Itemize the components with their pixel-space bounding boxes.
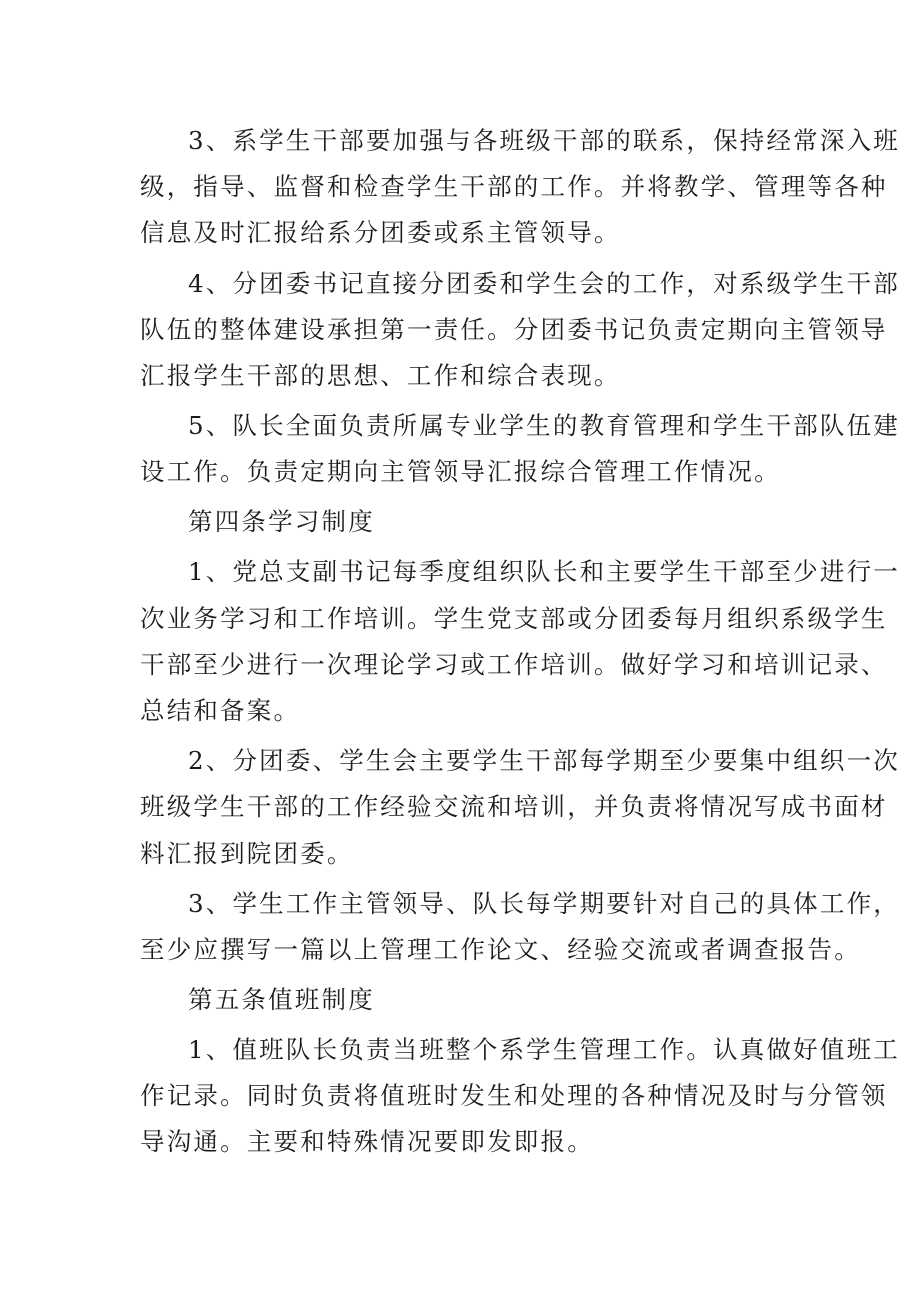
paragraph-line: 队伍的整体建设承担第一责任。分团委书记负责定期向主管领导 xyxy=(140,315,888,344)
paragraph-line: 4、分团委书记直接分团委和学生会的工作，对系级学生干部 xyxy=(188,269,900,298)
paragraph-line: 次业务学习和工作培训。学生党支部或分团委每月组织系级学生 xyxy=(140,604,888,633)
paragraph-line: 作记录。同时负责将值班时发生和处理的各种情况及时与分管领 xyxy=(140,1081,888,1110)
paragraph-line: 1、值班队长负责当班整个系学生管理工作。认真做好值班工 xyxy=(188,1035,900,1064)
paragraph-line: 总结和备案。 xyxy=(140,696,301,725)
paragraph-line: 1、党总支副书记每季度组织队长和主要学生干部至少进行一 xyxy=(188,557,900,586)
paragraph-line: 班级学生干部的工作经验交流和培训，并负责将情况写成书面材 xyxy=(140,792,888,821)
paragraph-line: 导沟通。主要和特殊情况要即发即报。 xyxy=(140,1127,594,1156)
paragraph-line: 5、队长全面负责所属专业学生的教育管理和学生干部队伍建 xyxy=(188,411,900,440)
paragraph-line: 3、学生工作主管领导、队长每学期要针对自己的具体工作， xyxy=(188,889,900,918)
paragraph-line: 干部至少进行一次理论学习或工作培训。做好学习和培训记录、 xyxy=(140,650,888,679)
paragraph-line: 至少应撰写一篇以上管理工作论文、经验交流或者调查报告。 xyxy=(140,935,861,964)
paragraph-line: 信息及时汇报给系分团委或系主管领导。 xyxy=(140,218,621,247)
paragraph-line: 汇报学生干部的思想、工作和综合表现。 xyxy=(140,361,621,390)
paragraph-line: 2、分团委、学生会主要学生干部每学期至少要集中组织一次 xyxy=(188,746,900,775)
paragraph-line: 料汇报到院团委。 xyxy=(140,839,354,868)
section-heading: 第四条学习制度 xyxy=(188,507,375,536)
section-heading: 第五条值班制度 xyxy=(188,985,375,1014)
paragraph-line: 3、系学生干部要加强与各班级干部的联系，保持经常深入班 xyxy=(188,126,900,155)
paragraph-line: 级，指导、监督和检查学生干部的工作。并将教学、管理等各种 xyxy=(140,172,888,201)
paragraph-line: 设工作。负责定期向主管领导汇报综合管理工作情况。 xyxy=(140,457,781,486)
